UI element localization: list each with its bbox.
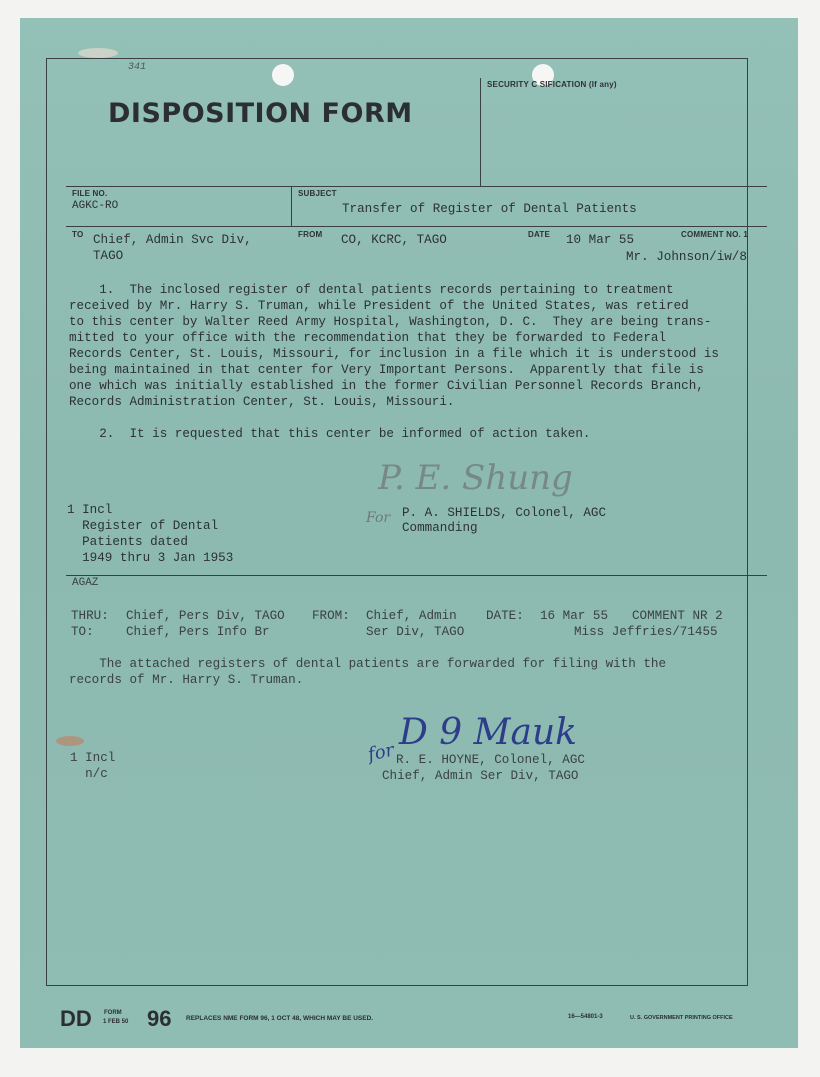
c1-para2: 2. It is requested that this center be informed of action taken. [69, 427, 591, 441]
c2-comment-label: COMMENT NR 2 [632, 609, 723, 623]
mauk-signature: D 9 Mauk [399, 712, 577, 753]
footer-dd: DD [60, 1006, 92, 1031]
shields-signature: P. E. Shung [378, 458, 573, 498]
text-line: being maintained in that center for Very Important Persons. Apparently that file is [69, 363, 704, 377]
text-line: Records Center, St. Louis, Missouri, for inclusion in a file which it is understood is [69, 347, 719, 361]
c1-signer-line2: Commanding [402, 521, 478, 535]
c2-from-line1: Chief, Admin [366, 609, 457, 623]
comment-no-label: COMMENT NO. 1 [681, 230, 749, 239]
date-label: DATE [528, 230, 550, 239]
file-no: AGKC-RO [72, 200, 119, 212]
divider [480, 78, 481, 186]
text-line: Register of Dental [67, 519, 219, 533]
text-line: records of Mr. Harry S. Truman. [69, 673, 304, 687]
c2-thru: Chief, Pers Div, TAGO [126, 609, 285, 623]
c1-to-line2: TAGO [93, 249, 124, 263]
c2-signer-line1: R. E. HOYNE, Colonel, AGC [396, 753, 585, 767]
c2-to-label: TO: [71, 625, 94, 639]
c1-to-line1: Chief, Admin Svc Div, [93, 233, 252, 247]
footer-replaces: REPLACES NME FORM 96, 1 OCT 48, WHICH MAY BE USED. [186, 1015, 374, 1022]
c2-date: 16 Mar 55 [540, 609, 609, 623]
divider [291, 186, 292, 226]
divider [66, 186, 767, 187]
text-line: The attached registers of dental patients are forwarded for filing with the [69, 657, 667, 671]
c2-from-line2: Ser Div, TAGO [366, 625, 465, 639]
text-line: one which was initially established in the former Civilian Personnel Records Branch, [69, 379, 704, 393]
text-line: 1 Incl [70, 751, 116, 765]
c2-from-label: FROM: [312, 609, 350, 623]
security-label: SECURITY C SIFICATION (If any) [487, 80, 617, 89]
c1-author: Mr. Johnson/iw/8 [626, 250, 747, 264]
text-line: Patients dated [67, 535, 188, 549]
c1-signer-line1: P. A. SHIELDS, Colonel, AGC [402, 506, 607, 520]
footer-stock-no: 16—54801-3 [568, 1014, 603, 1020]
c2-thru-label: THRU: [71, 609, 109, 623]
page-mark: 341 [128, 62, 147, 73]
text-line: n/c [70, 767, 108, 781]
c2-author: Miss Jeffries/71455 [574, 625, 718, 639]
c1-inclosure [67, 502, 233, 566]
c1-date: 10 Mar 55 [566, 233, 635, 247]
c2-header: AGAZ [72, 577, 99, 589]
footer-form-date: 1 FEB 50 [103, 1019, 129, 1025]
text-line: received by Mr. Harry S. Truman, while President of the United States, was retired [69, 299, 689, 313]
subject: Transfer of Register of Dental Patients [342, 202, 637, 216]
c2-date-label: DATE: [486, 609, 524, 623]
divider [66, 575, 767, 576]
text-line: 1949 thru 3 Jan 1953 [67, 551, 234, 565]
text-line: to this center by Walter Reed Army Hospital, Washington, D. C. They are being trans- [69, 315, 712, 329]
c2-body [69, 656, 666, 688]
c1-from: CO, KCRC, TAGO [341, 233, 447, 247]
text-line: Records Administration Center, St. Louis, Missouri. [69, 395, 455, 409]
footer-printer: U. S. GOVERNMENT PRINTING OFFICE [630, 1015, 733, 1021]
c1-para1 [69, 282, 719, 410]
for-mark: For [366, 510, 391, 526]
from-label: FROM [298, 230, 323, 239]
footer-form-label: FORM [104, 1010, 122, 1016]
divider [66, 226, 767, 227]
c2-inclosure [70, 750, 115, 782]
for-mark: for [366, 739, 397, 766]
file-no-label: FILE NO. [72, 189, 108, 198]
text-line: 1. The inclosed register of dental patients records pertaining to treatment [69, 283, 674, 297]
c2-to: Chief, Pers Info Br [126, 625, 270, 639]
form-title: DISPOSITION FORM [108, 98, 413, 129]
text-line: mitted to your office with the recommendation that they be forwarded to Federal [69, 331, 667, 345]
c2-signer-line2: Chief, Admin Ser Div, TAGO [382, 769, 579, 783]
paper-stain [78, 48, 118, 58]
to-label: TO [72, 230, 84, 239]
footer-form-number: 96 [147, 1006, 172, 1031]
subject-label: SUBJECT [298, 189, 337, 198]
text-line: 1 Incl [67, 503, 113, 517]
